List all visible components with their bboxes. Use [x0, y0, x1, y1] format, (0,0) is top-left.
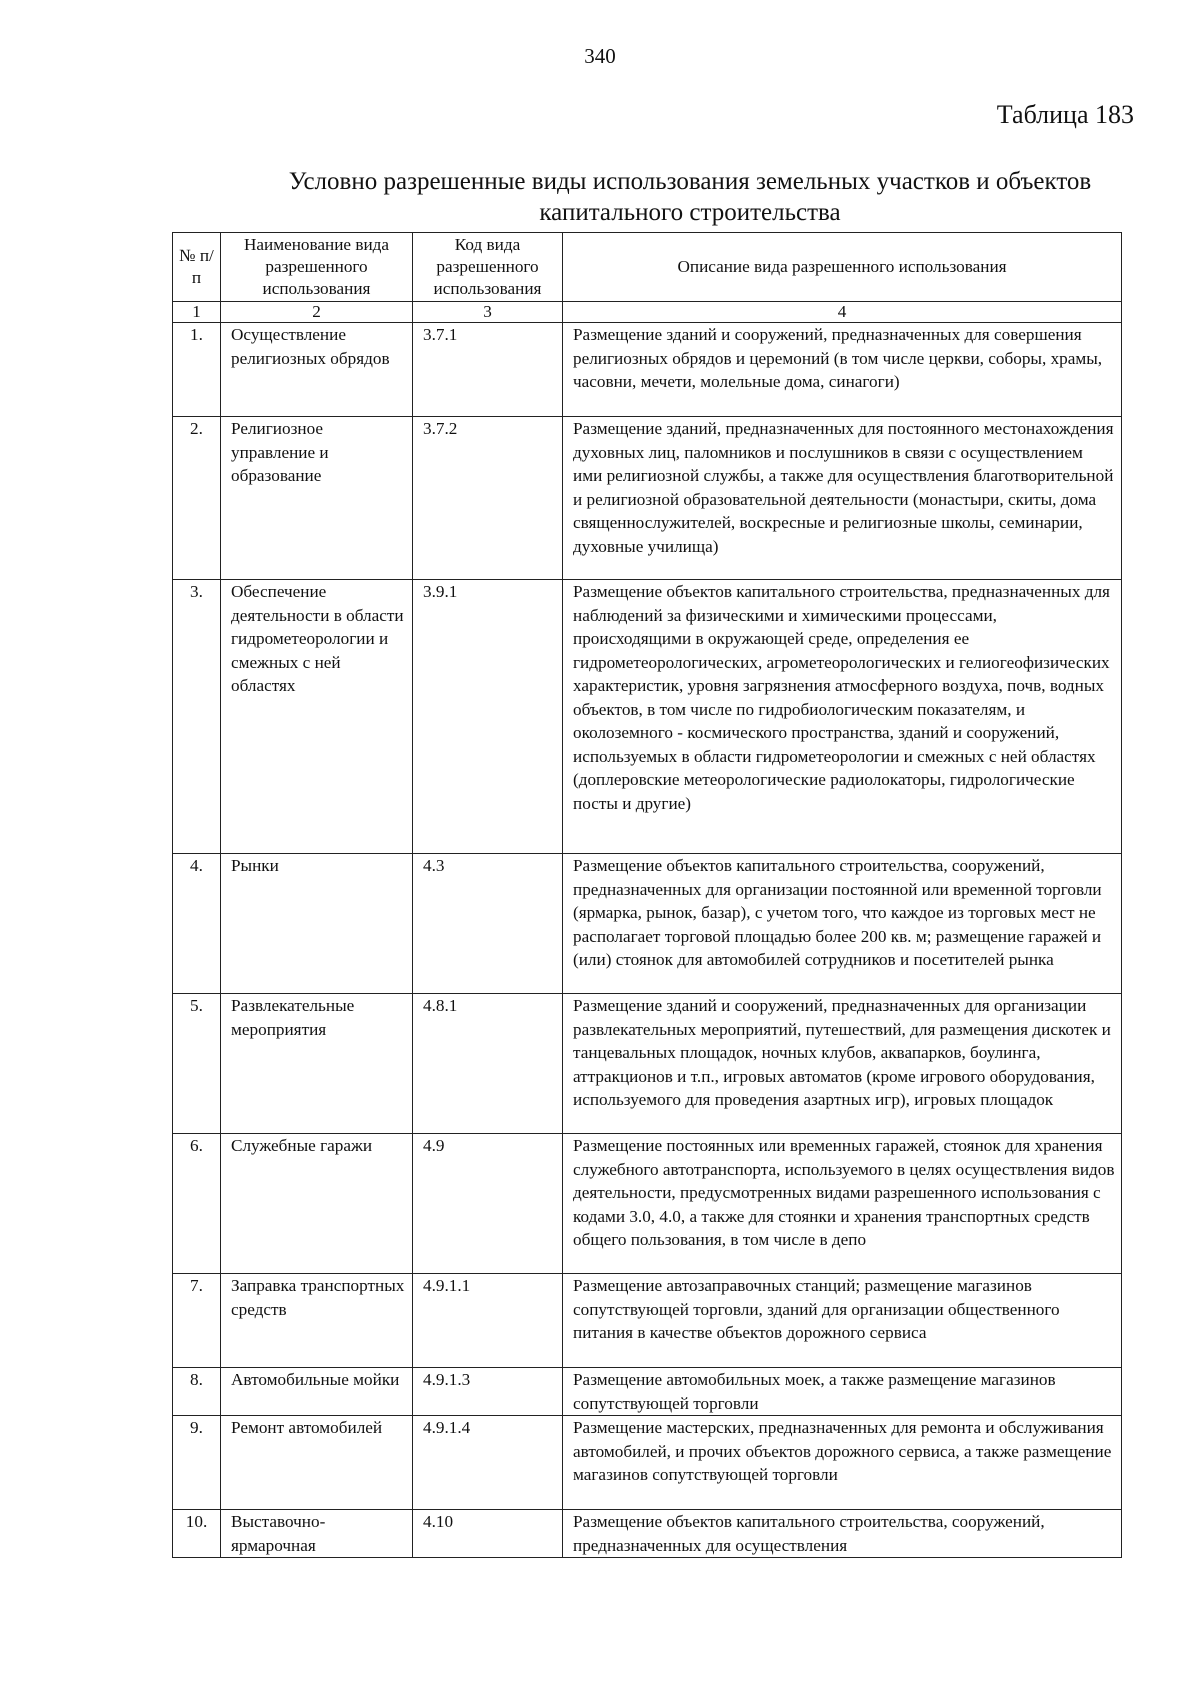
- row-number: 6.: [173, 1134, 221, 1274]
- row-name: Служебные гаражи: [221, 1134, 413, 1274]
- table-row: [173, 323, 1122, 417]
- row-name: Обеспечение деятельности в области гидрометеорологии и смежных с ней областях: [221, 580, 413, 854]
- row-name: Выставочно-ярмарочная: [221, 1510, 413, 1558]
- row-code: 4.9.1.3: [413, 1368, 563, 1416]
- row-description: Размещение зданий и сооружений, предназначенных для организации развлекательных мероприятий, путешествий, для размещения дискотек и танцевальных площадок, ночных клубов, аквапарков, боулинга, аттракционов и т.п., игровых автоматов (кроме игрового оборудования, используемого для проведения азартных игр), игровых площадок: [563, 994, 1122, 1134]
- row-number: 7.: [173, 1274, 221, 1368]
- row-number: 5.: [173, 994, 221, 1134]
- header-name: Наименование вида разрешенного использования: [221, 233, 413, 302]
- column-number: 1: [173, 302, 221, 323]
- row-description: Размещение объектов капитального строительства, сооружений, предназначенных для организации постоянной или временной торговли (ярмарка, рынок, базар), с учетом того, что каждое из торговых мест не располагает торговой площадью более 200 кв. м; размещение гаражей и (или) стоянок для автомобилей сотрудников и посетителей рынка: [563, 854, 1122, 994]
- row-name: Автомобильные мойки: [221, 1368, 413, 1416]
- row-code: 4.9.1.4: [413, 1416, 563, 1510]
- row-name: Рынки: [221, 854, 413, 994]
- row-description: Размещение постоянных или временных гаражей, стоянок для хранения служебного автотранспорта, используемого в целях осуществления видов деятельности, предусмотренных видами разрешенного использования с кодами 3.0, 4.0, а также для стоянки и хранения транспортных средств общего пользования, в том числе в депо: [563, 1134, 1122, 1274]
- table-header-row: [173, 233, 1122, 302]
- table-row: [173, 1416, 1122, 1510]
- header-description: Описание вида разрешенного использования: [563, 233, 1122, 302]
- row-code: 3.7.2: [413, 417, 563, 580]
- header-number: № п/п: [173, 233, 221, 302]
- table-label: Таблица 183: [996, 100, 1134, 129]
- row-name: Развлекательные мероприятия: [221, 994, 413, 1134]
- row-number: 8.: [173, 1368, 221, 1416]
- row-name: Осуществление религиозных обрядов: [221, 323, 413, 417]
- column-number-row: [173, 302, 1122, 323]
- header-code: Код вида разрешенного использования: [413, 233, 563, 302]
- row-code: 4.9: [413, 1134, 563, 1274]
- row-number: 10.: [173, 1510, 221, 1558]
- row-description: Размещение автозаправочных станций; размещение магазинов сопутствующей торговли, зданий для организации общественного питания в качестве объектов дорожного сервиса: [563, 1274, 1122, 1368]
- table-row: [173, 1134, 1122, 1274]
- row-code: 4.10: [413, 1510, 563, 1558]
- row-number: 3.: [173, 580, 221, 854]
- row-description: Размещение мастерских, предназначенных для ремонта и обслуживания автомобилей, и прочих объектов дорожного сервиса, а также размещение магазинов сопутствующей торговли: [563, 1416, 1122, 1510]
- row-name: Религиозное управление и образование: [221, 417, 413, 580]
- row-description: Размещение автомобильных моек, а также размещение магазинов сопутствующей торговли: [563, 1368, 1122, 1416]
- row-name: Заправка транспортных средств: [221, 1274, 413, 1368]
- row-description: Размещение объектов капитального строительства, сооружений, предназначенных для осуществления: [563, 1510, 1122, 1558]
- row-description: Размещение зданий и сооружений, предназначенных для совершения религиозных обрядов и церемоний (в том числе церкви, соборы, храмы, часовни, мечети, молельные дома, синагоги): [563, 323, 1122, 417]
- row-description: Размещение объектов капитального строительства, предназначенных для наблюдений за физическими и химическими процессами, происходящими в окружающей среде, определения ее гидрометеорологических, агрометеорологических и гелиогеофизических характеристик, уровня загрязнения атмосферного воздуха, почв, водных объектов, в том числе по гидробиологическим показателям, и околоземного - космического пространства, зданий и сооружений, используемых в области гидрометеорологии и смежных с ней областях (доплеровские метеорологические радиолокаторы, гидрологические посты и другие): [563, 580, 1122, 854]
- row-name: Ремонт автомобилей: [221, 1416, 413, 1510]
- table-row: [173, 417, 1122, 580]
- row-number: 9.: [173, 1416, 221, 1510]
- table-row: [173, 854, 1122, 994]
- row-description: Размещение зданий, предназначенных для постоянного местонахождения духовных лиц, паломников и послушников в связи с осуществлением ими религиозной службы, а также для осуществления благотворительной и религиозной образовательной деятельности (монастыри, скиты, дома священнослужителей, воскресные и религиозные школы, семинарии, духовные училища): [563, 417, 1122, 580]
- row-code: 4.9.1.1: [413, 1274, 563, 1368]
- table-row: [173, 994, 1122, 1134]
- table-row: [173, 1368, 1122, 1416]
- row-code: 3.7.1: [413, 323, 563, 417]
- page-number: 340: [584, 44, 616, 68]
- column-number: 4: [563, 302, 1122, 323]
- row-number: 2.: [173, 417, 221, 580]
- column-number: 3: [413, 302, 563, 323]
- table-row: [173, 1274, 1122, 1368]
- row-code: 3.9.1: [413, 580, 563, 854]
- table-row: [173, 1510, 1122, 1558]
- row-code: 4.3: [413, 854, 563, 994]
- column-number: 2: [221, 302, 413, 323]
- table-row: [173, 580, 1122, 854]
- row-number: 1.: [173, 323, 221, 417]
- row-code: 4.8.1: [413, 994, 563, 1134]
- document-title: Условно разрешенные виды использования земельных участков и объектов капитального строительства: [288, 168, 1092, 226]
- land-use-table: [172, 232, 1122, 1558]
- row-number: 4.: [173, 854, 221, 994]
